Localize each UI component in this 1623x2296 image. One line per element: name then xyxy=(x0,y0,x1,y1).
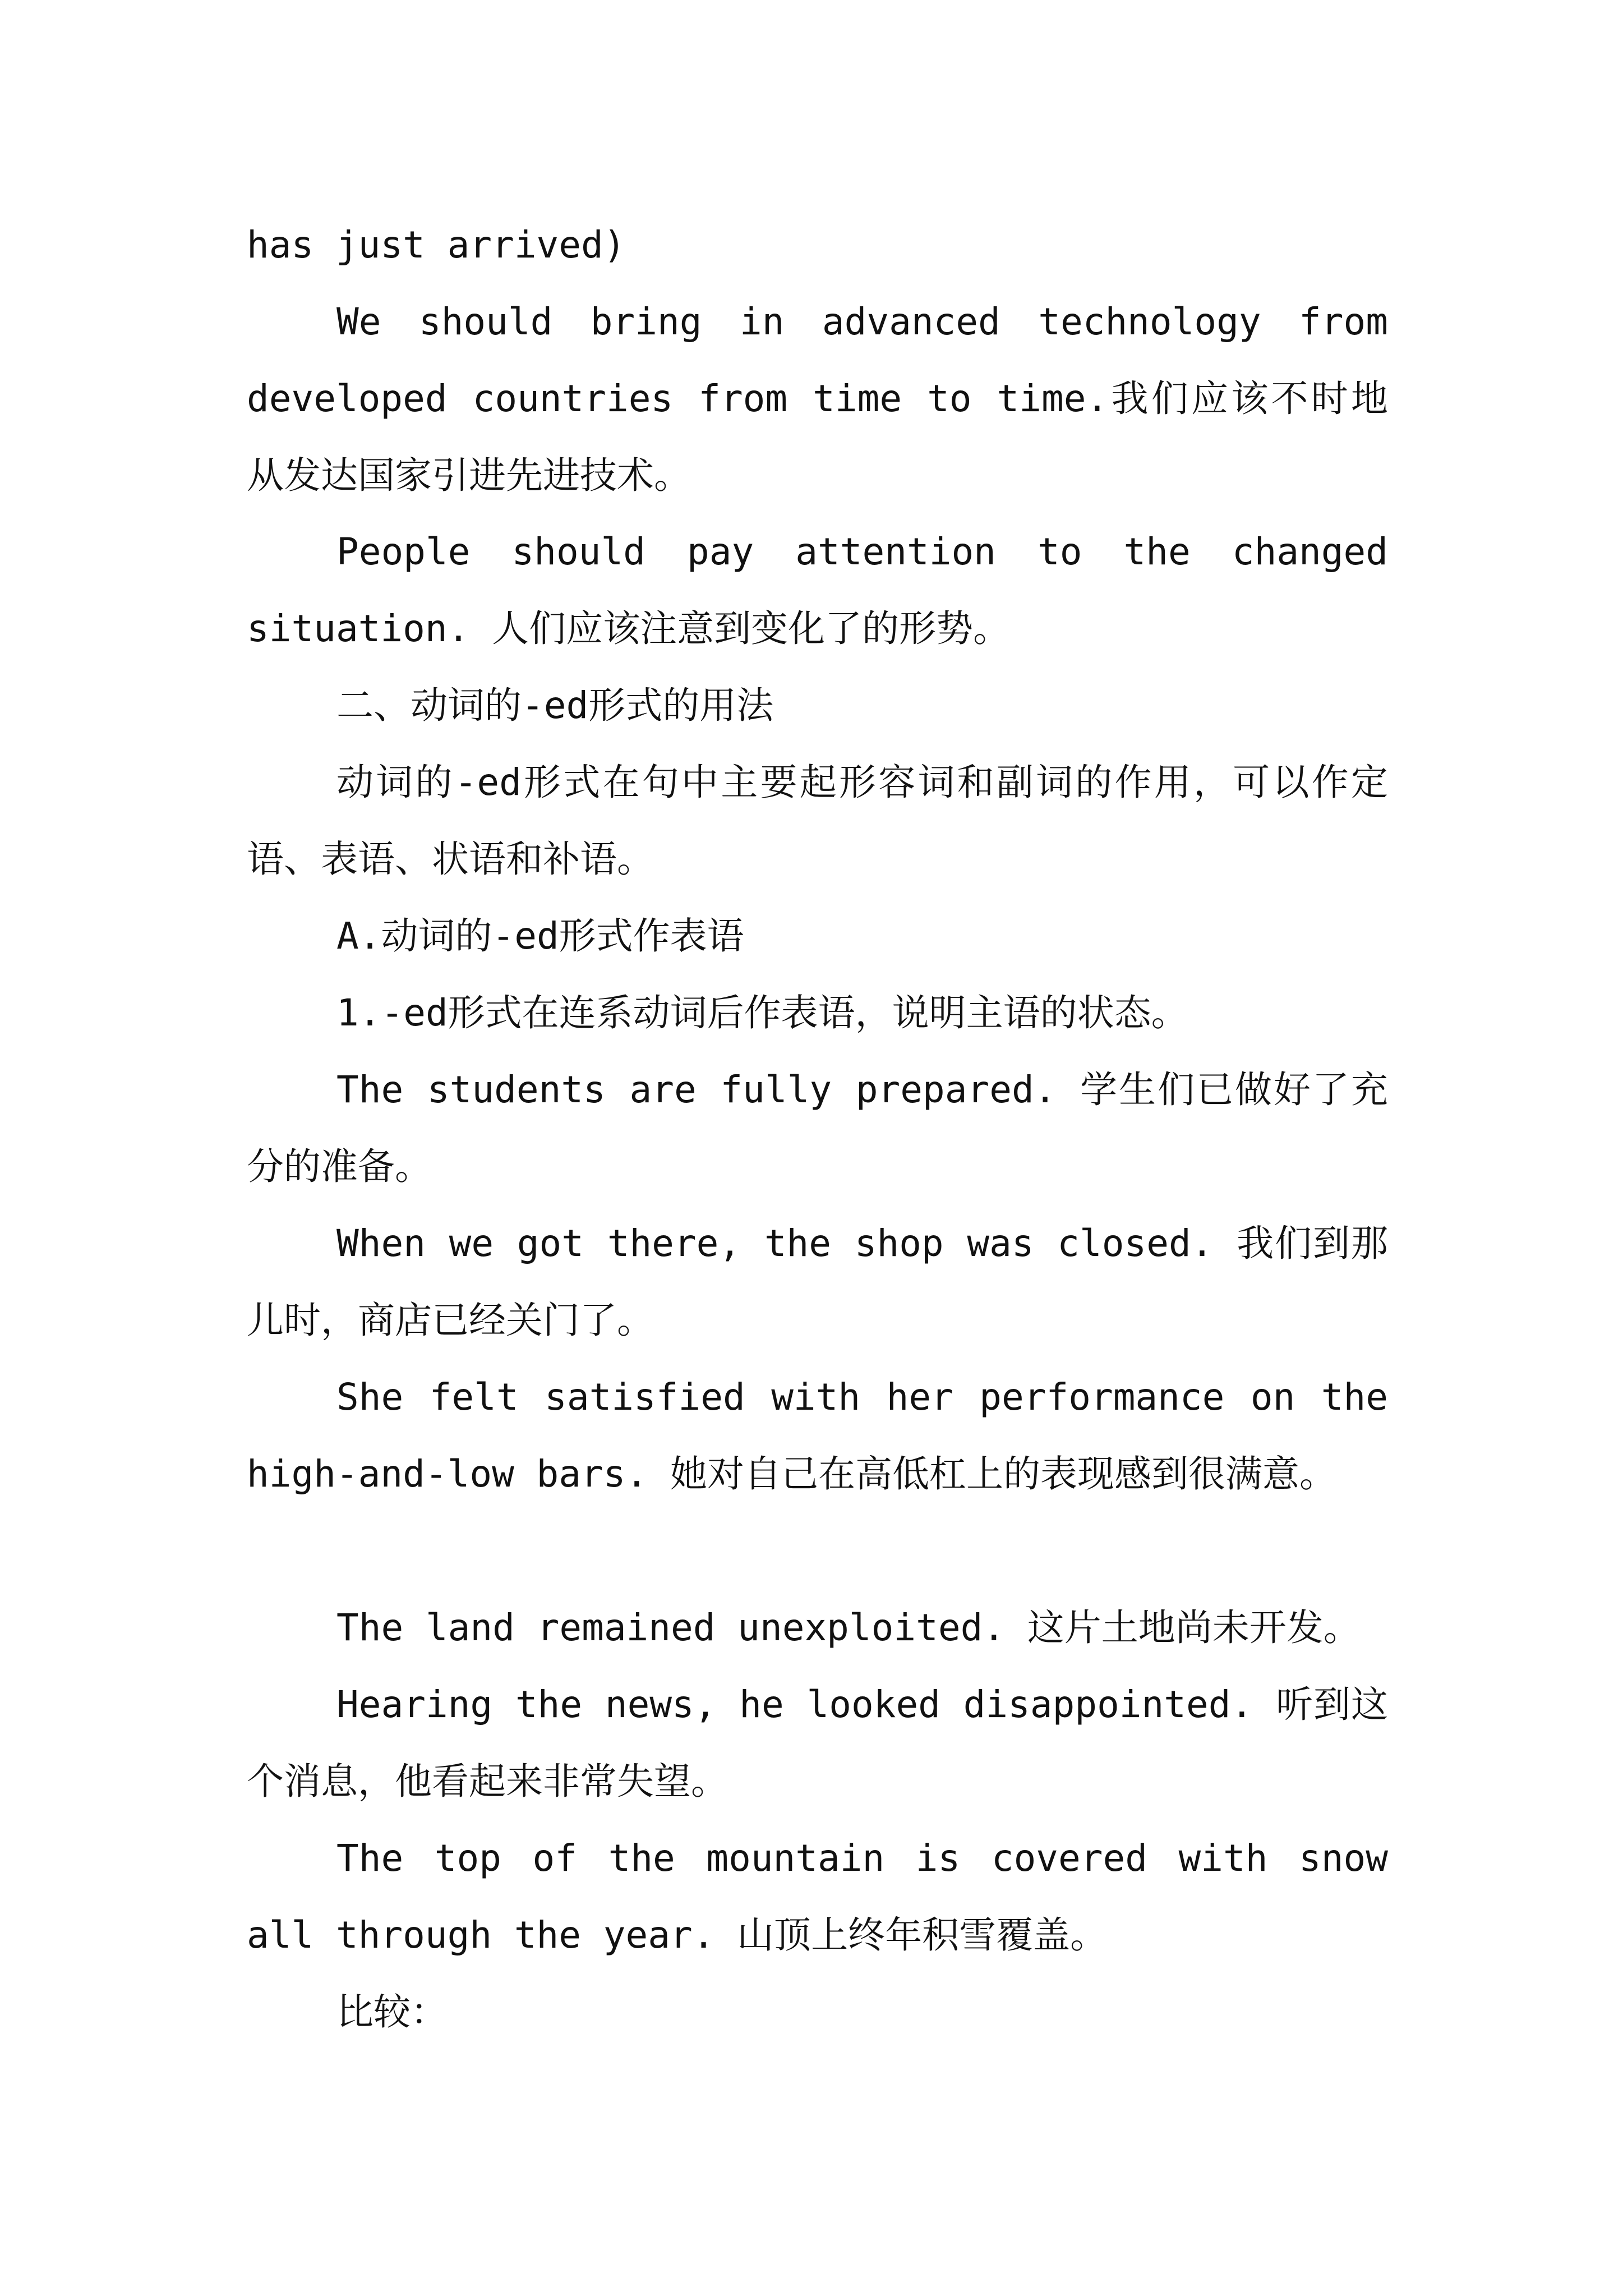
paragraph-ed-form-intro: 动词的-ed形式在句中主要起形容词和副词的作用，可以作定语、表语、状语和补语。 xyxy=(247,761,1388,881)
paragraph-example-news: Hearing the news, he looked disappointed. 听到这个消息，他看起来非常失望。 xyxy=(247,1683,1388,1803)
section-heading-ed-form: 二、动词的-ed形式的用法 xyxy=(336,684,774,727)
paragraph-example-shop: When we got there, the shop was closed. 我们到那儿时，商店已经关门了。 xyxy=(247,1222,1388,1342)
paragraph-comparison-label: 比较： xyxy=(336,1990,448,2033)
paragraph-example-technology: We should bring in advanced technology from developed countries from time to time.我们应该不时地从发达国家引进先进技术。 xyxy=(247,300,1388,497)
paragraph-example-land: The land remained unexploited. 这片土地尚未开发。 xyxy=(336,1606,1361,1649)
paragraph-example-performance: She felt satisfied with her performance on the high-and-low bars. 她对自己在高低杠上的表现感到很满意。 xyxy=(247,1375,1388,1496)
rule-linking-verb: 1.-ed形式在连系动词后作表语，说明主语的状态。 xyxy=(336,991,1188,1034)
paragraph-continuation: has just arrived) xyxy=(247,223,626,266)
paragraph-example-students: The students are fully prepared. 学生们已做好了充分的准备。 xyxy=(247,1068,1388,1188)
paragraph-example-mountain: The top of the mountain is covered with snow all through the year. 山顶上终年积雪覆盖。 xyxy=(247,1837,1388,1957)
subheading-predicative: A.动词的-ed形式作表语 xyxy=(336,914,744,958)
paragraph-example-situation: People should pay attention to the changed situation. 人们应该注意到变化了的形势。 xyxy=(247,530,1388,650)
